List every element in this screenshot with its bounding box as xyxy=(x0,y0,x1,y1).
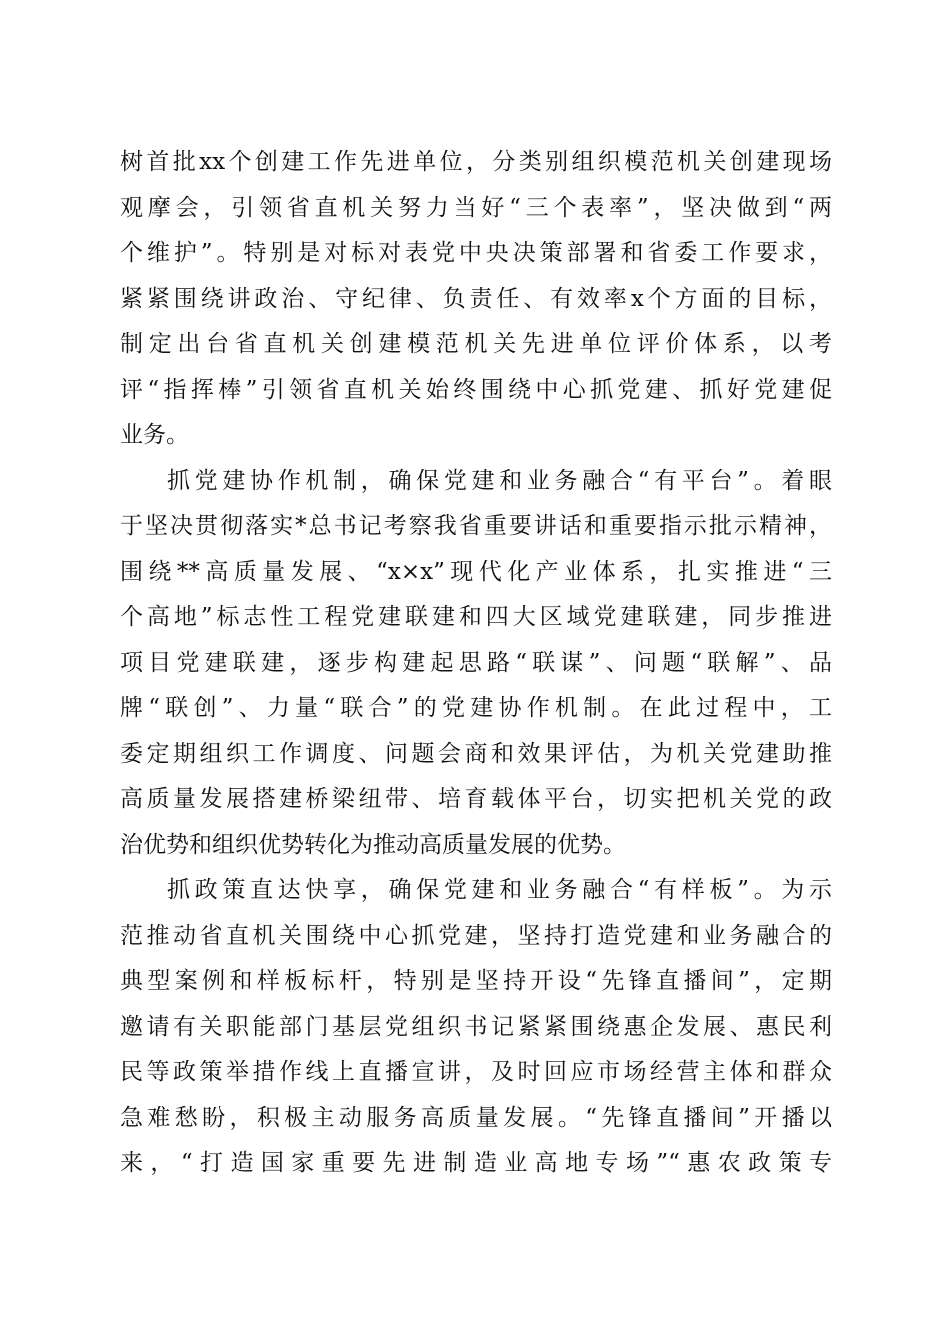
paragraph xyxy=(120,140,832,459)
text-line: 制定出台省直机关创建模范机关先进单位评价体系，以考 xyxy=(120,331,832,357)
text-line: 牌“联创”、力量“联合”的党建协作机制。在此过程中，工 xyxy=(120,695,832,721)
text-line: 观摩会，引领省直机关努力当好“三个表率”，坚决做到“两 xyxy=(120,194,832,221)
text-line: 高质量发展搭建桥梁纽带、培育载体平台，切实把机关党的政 xyxy=(120,786,832,812)
paragraph xyxy=(120,868,832,1187)
text-line: 范推动省直机关围绕中心抓党建，坚持打造党建和业务融合的 xyxy=(120,922,832,949)
text-line: 业务。 xyxy=(120,422,189,448)
body-text xyxy=(120,140,832,1187)
text-line: 树首批xx个创建工作先进单位，分类别组织模范机关创建现场 xyxy=(120,149,832,175)
text-line: 围绕**高质量发展、“x×x”现代化产业体系，扎实推进“三 xyxy=(120,558,832,585)
text-line: 于坚决贯彻落实*总书记考察我省重要讲话和重要指示批示精神， xyxy=(120,513,832,539)
text-line: 急难愁盼，积极主动服务高质量发展。“先锋直播间”开播以 xyxy=(120,1104,832,1131)
text-line: 来，“打造国家重要先进制造业高地专场”“惠农政策专 xyxy=(120,1150,832,1176)
text-line: 个高地”标志性工程党建联建和四大区域党建联建，同步推进 xyxy=(120,604,832,630)
paragraph xyxy=(120,459,832,869)
text-line: 典型案例和样板标杆，特别是坚持开设“先锋直播间”，定期 xyxy=(120,968,832,994)
text-line: 个维护”。特别是对标对表党中央决策部署和省委工作要求， xyxy=(120,240,832,266)
text-line: 邀请有关职能部门基层党组织书记紧紧围绕惠企发展、惠民利 xyxy=(120,1013,832,1040)
text-line: 抓政策直达快享，确保党建和业务融合“有样板”。为示 xyxy=(167,877,832,903)
text-line: 评“指挥棒”引领省直机关始终围绕中心抓党建、抓好党建促 xyxy=(120,376,832,403)
text-line: 委定期组织工作调度、问题会商和效果评估，为机关党建助推 xyxy=(120,740,832,767)
text-line: 紧紧围绕讲政治、守纪律、负责任、有效率x个方面的目标， xyxy=(120,285,832,312)
text-line: 治优势和组织优势转化为推动高质量发展的优势。 xyxy=(120,831,626,858)
text-line: 抓党建协作机制，确保党建和业务融合“有平台”。着眼 xyxy=(167,467,832,494)
text-line: 项目党建联建，逐步构建起思路“联谋”、问题“联解”、品 xyxy=(120,649,832,676)
text-line: 民等政策举措作线上直播宣讲，及时回应市场经营主体和群众 xyxy=(120,1059,832,1085)
